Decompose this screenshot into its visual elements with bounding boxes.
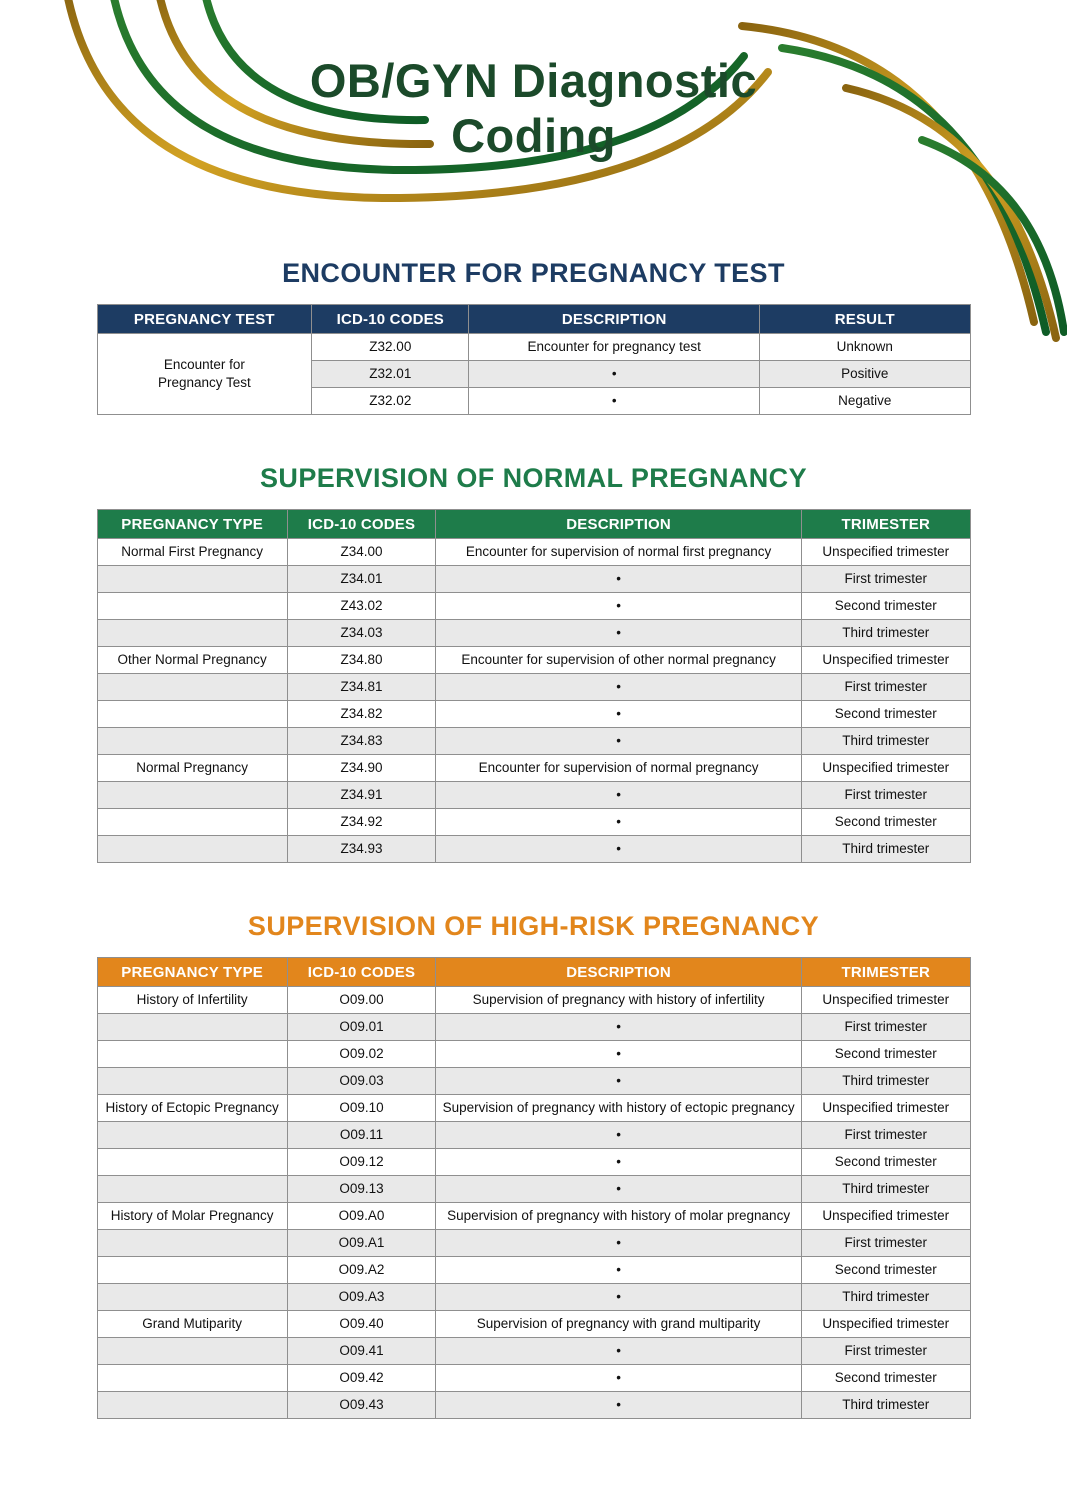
value-cell: Unspecified trimester xyxy=(802,647,971,674)
description-cell: • xyxy=(436,620,802,647)
code-cell: Z32.02 xyxy=(312,388,469,415)
code-cell: O09.A0 xyxy=(287,1203,435,1230)
pregnancy-type-cell xyxy=(97,701,287,728)
description-cell: Supervision of pregnancy with grand multiparity xyxy=(436,1311,802,1338)
code-cell: O09.00 xyxy=(287,987,435,1014)
value-cell: First trimester xyxy=(802,674,971,701)
pregnancy-type-cell xyxy=(97,1068,287,1095)
description-cell: Encounter for supervision of other normal pregnancy xyxy=(436,647,802,674)
table-row xyxy=(97,674,970,701)
table-row xyxy=(97,836,970,863)
table-row xyxy=(97,1122,970,1149)
code-cell: Z34.82 xyxy=(287,701,435,728)
pregnancy-type-cell: History of Molar Pregnancy xyxy=(97,1203,287,1230)
code-cell: Z34.81 xyxy=(287,674,435,701)
table-row xyxy=(97,1176,970,1203)
value-cell: Third trimester xyxy=(802,1284,971,1311)
code-cell: O09.11 xyxy=(287,1122,435,1149)
code-cell: O09.40 xyxy=(287,1311,435,1338)
table-row xyxy=(97,1149,970,1176)
header-row xyxy=(97,510,970,539)
value-cell: Unspecified trimester xyxy=(802,987,971,1014)
code-cell: Z34.93 xyxy=(287,836,435,863)
description-cell: • xyxy=(436,809,802,836)
pregnancy-type-cell xyxy=(97,593,287,620)
value-cell: Third trimester xyxy=(802,1068,971,1095)
pregnancy-type-cell: Grand Mutiparity xyxy=(97,1311,287,1338)
code-cell: Z34.90 xyxy=(287,755,435,782)
value-cell: First trimester xyxy=(802,1122,971,1149)
value-cell: Unspecified trimester xyxy=(802,1203,971,1230)
column-header: TRIMESTER xyxy=(802,510,971,539)
description-cell: • xyxy=(436,566,802,593)
code-cell: Z34.92 xyxy=(287,809,435,836)
pregnancy-type-cell xyxy=(97,1041,287,1068)
column-header: PREGNANCY TEST xyxy=(97,305,312,334)
value-cell: Second trimester xyxy=(802,1149,971,1176)
code-cell: O09.A3 xyxy=(287,1284,435,1311)
table-row xyxy=(97,1284,970,1311)
section-3 xyxy=(0,911,1067,1419)
code-cell: Z32.01 xyxy=(312,361,469,388)
description-cell: • xyxy=(436,836,802,863)
header-row xyxy=(97,958,970,987)
code-cell: O09.A1 xyxy=(287,1230,435,1257)
description-cell: • xyxy=(436,1365,802,1392)
pregnancy-type-cell xyxy=(97,620,287,647)
code-cell: Z34.03 xyxy=(287,620,435,647)
code-cell: Z34.91 xyxy=(287,782,435,809)
value-cell: Positive xyxy=(760,361,970,388)
description-cell: • xyxy=(469,388,760,415)
pregnancy-type-cell: Normal Pregnancy xyxy=(97,755,287,782)
pregnancy-type-cell xyxy=(97,836,287,863)
column-header: DESCRIPTION xyxy=(436,958,802,987)
section-1 xyxy=(0,258,1067,415)
value-cell: First trimester xyxy=(802,1230,971,1257)
code-cell: O09.10 xyxy=(287,1095,435,1122)
table-row xyxy=(97,1365,970,1392)
code-cell: Z34.83 xyxy=(287,728,435,755)
code-cell: O09.03 xyxy=(287,1068,435,1095)
code-cell: O09.42 xyxy=(287,1365,435,1392)
pregnancy-test-cell: Encounter for Pregnancy Test xyxy=(97,334,312,415)
pregnancy-type-cell xyxy=(97,1284,287,1311)
header-row xyxy=(97,305,970,334)
sections-container xyxy=(0,258,1067,1467)
table-row xyxy=(97,1311,970,1338)
description-cell: • xyxy=(436,593,802,620)
column-header: PREGNANCY TYPE xyxy=(97,510,287,539)
column-header: PREGNANCY TYPE xyxy=(97,958,287,987)
coding-table xyxy=(97,304,971,415)
pregnancy-type-cell xyxy=(97,1230,287,1257)
code-cell: O09.02 xyxy=(287,1041,435,1068)
value-cell: Unknown xyxy=(760,334,970,361)
value-cell: Second trimester xyxy=(802,1041,971,1068)
table-row xyxy=(97,1095,970,1122)
code-cell: Z32.00 xyxy=(312,334,469,361)
code-cell: Z34.80 xyxy=(287,647,435,674)
table-row xyxy=(97,809,970,836)
pregnancy-type-cell xyxy=(97,1257,287,1284)
column-header: ICD-10 CODES xyxy=(287,510,435,539)
pregnancy-type-cell: History of Ectopic Pregnancy xyxy=(97,1095,287,1122)
coding-table xyxy=(97,957,971,1419)
value-cell: First trimester xyxy=(802,1338,971,1365)
pregnancy-type-cell: Other Normal Pregnancy xyxy=(97,647,287,674)
code-cell: Z43.02 xyxy=(287,593,435,620)
pregnancy-type-cell xyxy=(97,1014,287,1041)
table-row xyxy=(97,566,970,593)
pregnancy-type-cell xyxy=(97,674,287,701)
description-cell: Encounter for supervision of normal first pregnancy xyxy=(436,539,802,566)
value-cell: Second trimester xyxy=(802,701,971,728)
table-row xyxy=(97,728,970,755)
description-cell: • xyxy=(436,782,802,809)
table-row xyxy=(97,701,970,728)
description-cell: • xyxy=(436,1041,802,1068)
table-row xyxy=(97,593,970,620)
description-cell: • xyxy=(436,1014,802,1041)
value-cell: Negative xyxy=(760,388,970,415)
table-row xyxy=(97,1257,970,1284)
pregnancy-type-cell xyxy=(97,566,287,593)
code-cell: O09.01 xyxy=(287,1014,435,1041)
description-cell: • xyxy=(436,1176,802,1203)
code-cell: Z34.00 xyxy=(287,539,435,566)
code-cell: O09.12 xyxy=(287,1149,435,1176)
pregnancy-type-cell xyxy=(97,1392,287,1419)
table-row xyxy=(97,539,970,566)
table-row xyxy=(97,620,970,647)
table-row xyxy=(97,782,970,809)
description-cell: • xyxy=(469,361,760,388)
value-cell: Third trimester xyxy=(802,1176,971,1203)
column-header: ICD-10 CODES xyxy=(287,958,435,987)
value-cell: Second trimester xyxy=(802,809,971,836)
table-row xyxy=(97,1068,970,1095)
pregnancy-type-cell xyxy=(97,1149,287,1176)
table-row xyxy=(97,1014,970,1041)
pregnancy-type-cell: History of Infertility xyxy=(97,987,287,1014)
column-header: TRIMESTER xyxy=(802,958,971,987)
column-header: DESCRIPTION xyxy=(469,305,760,334)
value-cell: Unspecified trimester xyxy=(802,755,971,782)
page-title: OB/GYN Diagnostic Coding xyxy=(309,54,758,162)
column-header: DESCRIPTION xyxy=(436,510,802,539)
table-row xyxy=(97,1230,970,1257)
value-cell: Second trimester xyxy=(802,593,971,620)
code-cell: O09.13 xyxy=(287,1176,435,1203)
description-cell: • xyxy=(436,1122,802,1149)
description-cell: • xyxy=(436,1392,802,1419)
column-header: RESULT xyxy=(760,305,970,334)
table-row xyxy=(97,1392,970,1419)
value-cell: Second trimester xyxy=(802,1257,971,1284)
pregnancy-type-cell xyxy=(97,728,287,755)
pregnancy-type-cell xyxy=(97,1338,287,1365)
description-cell: • xyxy=(436,728,802,755)
code-cell: Z34.01 xyxy=(287,566,435,593)
description-cell: • xyxy=(436,1149,802,1176)
table-row xyxy=(97,987,970,1014)
table-row xyxy=(97,1041,970,1068)
value-cell: First trimester xyxy=(802,782,971,809)
pregnancy-type-cell xyxy=(97,1122,287,1149)
description-cell: • xyxy=(436,1284,802,1311)
coding-table xyxy=(97,509,971,863)
table-row xyxy=(97,755,970,782)
description-cell: • xyxy=(436,674,802,701)
table-row xyxy=(97,1203,970,1230)
value-cell: Second trimester xyxy=(802,1365,971,1392)
value-cell: Third trimester xyxy=(802,1392,971,1419)
value-cell: Third trimester xyxy=(802,836,971,863)
description-cell: Encounter for pregnancy test xyxy=(469,334,760,361)
description-cell: • xyxy=(436,1068,802,1095)
section-title: SUPERVISION OF NORMAL PREGNANCY xyxy=(260,463,807,493)
value-cell: First trimester xyxy=(802,1014,971,1041)
pregnancy-type-cell xyxy=(97,1176,287,1203)
table-row xyxy=(97,334,970,361)
table-row xyxy=(97,1338,970,1365)
description-cell: • xyxy=(436,701,802,728)
value-cell: Third trimester xyxy=(802,620,971,647)
description-cell: • xyxy=(436,1257,802,1284)
description-cell: • xyxy=(436,1230,802,1257)
pregnancy-type-cell xyxy=(97,782,287,809)
section-2 xyxy=(0,463,1067,863)
description-cell: • xyxy=(436,1338,802,1365)
value-cell: First trimester xyxy=(802,566,971,593)
section-title: SUPERVISION OF HIGH-RISK PREGNANCY xyxy=(247,911,820,941)
pregnancy-type-cell xyxy=(97,809,287,836)
pregnancy-type-cell: Normal First Pregnancy xyxy=(97,539,287,566)
description-cell: Supervision of pregnancy with history of ectopic pregnancy xyxy=(436,1095,802,1122)
value-cell: Unspecified trimester xyxy=(802,539,971,566)
description-cell: Supervision of pregnancy with history of molar pregnancy xyxy=(436,1203,802,1230)
code-cell: O09.A2 xyxy=(287,1257,435,1284)
code-cell: O09.43 xyxy=(287,1392,435,1419)
pregnancy-type-cell xyxy=(97,1365,287,1392)
description-cell: Supervision of pregnancy with history of infertility xyxy=(436,987,802,1014)
column-header: ICD-10 CODES xyxy=(312,305,469,334)
code-cell: O09.41 xyxy=(287,1338,435,1365)
description-cell: Encounter for supervision of normal pregnancy xyxy=(436,755,802,782)
value-cell: Unspecified trimester xyxy=(802,1311,971,1338)
table-row xyxy=(97,647,970,674)
value-cell: Third trimester xyxy=(802,728,971,755)
value-cell: Unspecified trimester xyxy=(802,1095,971,1122)
section-title: ENCOUNTER FOR PREGNANCY TEST xyxy=(282,258,785,288)
